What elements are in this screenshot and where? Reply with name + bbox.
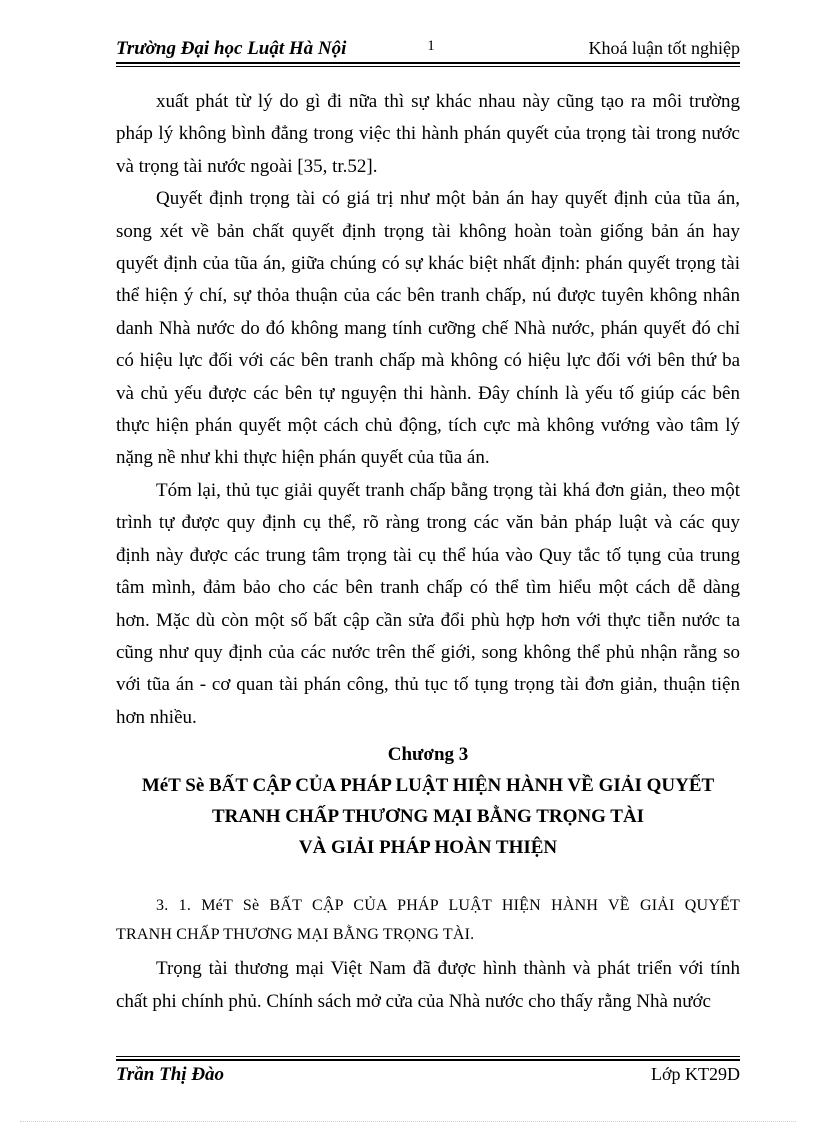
footer-rule-thin [116, 1056, 740, 1057]
text-line: hơn nhiều. [116, 706, 197, 728]
header-rule [116, 62, 740, 64]
header-school: Trường Đại học Luật Hà Nội [116, 38, 347, 59]
text-line: nặng nề như khi thực hiện phán quyết của tũa án. [116, 447, 490, 469]
text-line: định này được các trung tâm trọng tài cụ thể húa vào Quy tắc tố tụng của trung [116, 544, 740, 566]
paragraph-3 [116, 475, 740, 734]
chapter-title-line: VÀ GIẢI PHÁP HOÀN THIỆN [298, 837, 558, 859]
text-line: thể hiện ý chí, sự thỏa thuận của các bên tranh chấp, nú được tuyên không nhân [116, 285, 740, 307]
chapter-label: Chương 3 [387, 744, 469, 766]
document-body [116, 86, 740, 1018]
paragraph-2 [116, 183, 740, 475]
text-line: pháp lý không bình đẳng trong việc thi hành phán quyết của trọng tài trong nước [116, 123, 740, 145]
text-line: trình tự được quy định cụ thể, rõ ràng trong các văn bản pháp luật và các quy [116, 512, 740, 534]
text-line: và trọng tài nước ngoài [35, tr.52]. [116, 155, 378, 177]
page-number: 1 [427, 38, 435, 54]
text-line: và chủ yếu được các bên tự nguyện thi hành. Đây chính là yếu tố giúp các bên [116, 382, 740, 404]
text-line: cũng như quy định của các nước trên thế giới, song không thể phủ nhận rằng so [116, 641, 740, 663]
header-doc-type: Khoá luận tốt nghiệp [588, 38, 740, 58]
text-line: có hiệu lực đối với các bên tranh chấp mà không có hiệu lực đối với bên thứ ba [116, 350, 740, 372]
footer-class: Lớp KT29D [650, 1064, 740, 1084]
text-line: xuất phát từ lý do gì đi nữa thì sự khác nhau này cũng tạo ra môi trường [156, 91, 740, 112]
chapter-title-line: MéT Sè BẤT CẬP CỦA PHÁP LUẬT HIỆN HÀNH VỀ GIẢI QUYẾT [141, 775, 715, 797]
text-line: với tũa án - cơ quan tài phán công, thủ tục tố tụng trọng tài đơn giản, thuận tiện [116, 674, 740, 696]
text-line: tâm mình, đảm bảo cho các bên tranh chấp có thể tìm hiểu một cách dễ dàng [116, 577, 740, 599]
header-rule-thin [116, 66, 740, 67]
section-heading-cont: TRANH CHẤP THƯƠNG MẠI BẰNG TRỌNG TÀI. [116, 926, 475, 944]
paragraph-4 [116, 953, 740, 1018]
text-line: hơn. Mặc dù còn một số bất cập cần sửa đổi phù hợp hơn với thực tiễn nước ta [116, 609, 740, 631]
text-line: quyết định của tũa án, giữa chúng có sự khác biệt nhất định: phán quyết trọng tài [116, 253, 740, 275]
paragraph-1 [116, 86, 740, 183]
text-line: chất phi chính phủ. Chính sách mở cửa của Nhà nước cho thấy rằng Nhà nước [116, 990, 711, 1012]
text-line: Quyết định trọng tài có giá trị như một bản án hay quyết định của tũa án, [156, 188, 740, 210]
text-line: Trọng tài thương mại Việt Nam đã được hình thành và phát triển với tính [156, 958, 740, 980]
text-line: Tóm lại, thủ tục giải quyết tranh chấp bằng trọng tài khá đơn giản, theo một [156, 479, 740, 501]
text-line: danh Nhà nước do đó không mang tính cưỡng chế Nhà nước, phán quyết đó chỉ [116, 317, 740, 339]
text-line: thực hiện phán quyết một cách chủ động, tích cực mà không vướng vào tâm lý [116, 415, 740, 437]
page-footer [116, 1064, 740, 1088]
footer-rule [116, 1059, 740, 1061]
section-heading: 3. 1. MéT Sè BẤT CẬP CỦA PHÁP LUẬT HIỆN HÀNH VỀ GIẢI QUYẾT [156, 897, 740, 915]
page-header [116, 36, 740, 58]
chapter-title-line: TRANH CHẤP THƯƠNG MẠI BẰNG TRỌNG TÀI [211, 806, 645, 828]
page-edge [20, 1121, 796, 1122]
chapter-heading [116, 739, 740, 863]
footer-author: Trần Thị Đào [116, 1064, 225, 1085]
text-line: song xét về bản chất quyết định trọng tài không hoàn toàn giống bản án hay [116, 220, 740, 242]
